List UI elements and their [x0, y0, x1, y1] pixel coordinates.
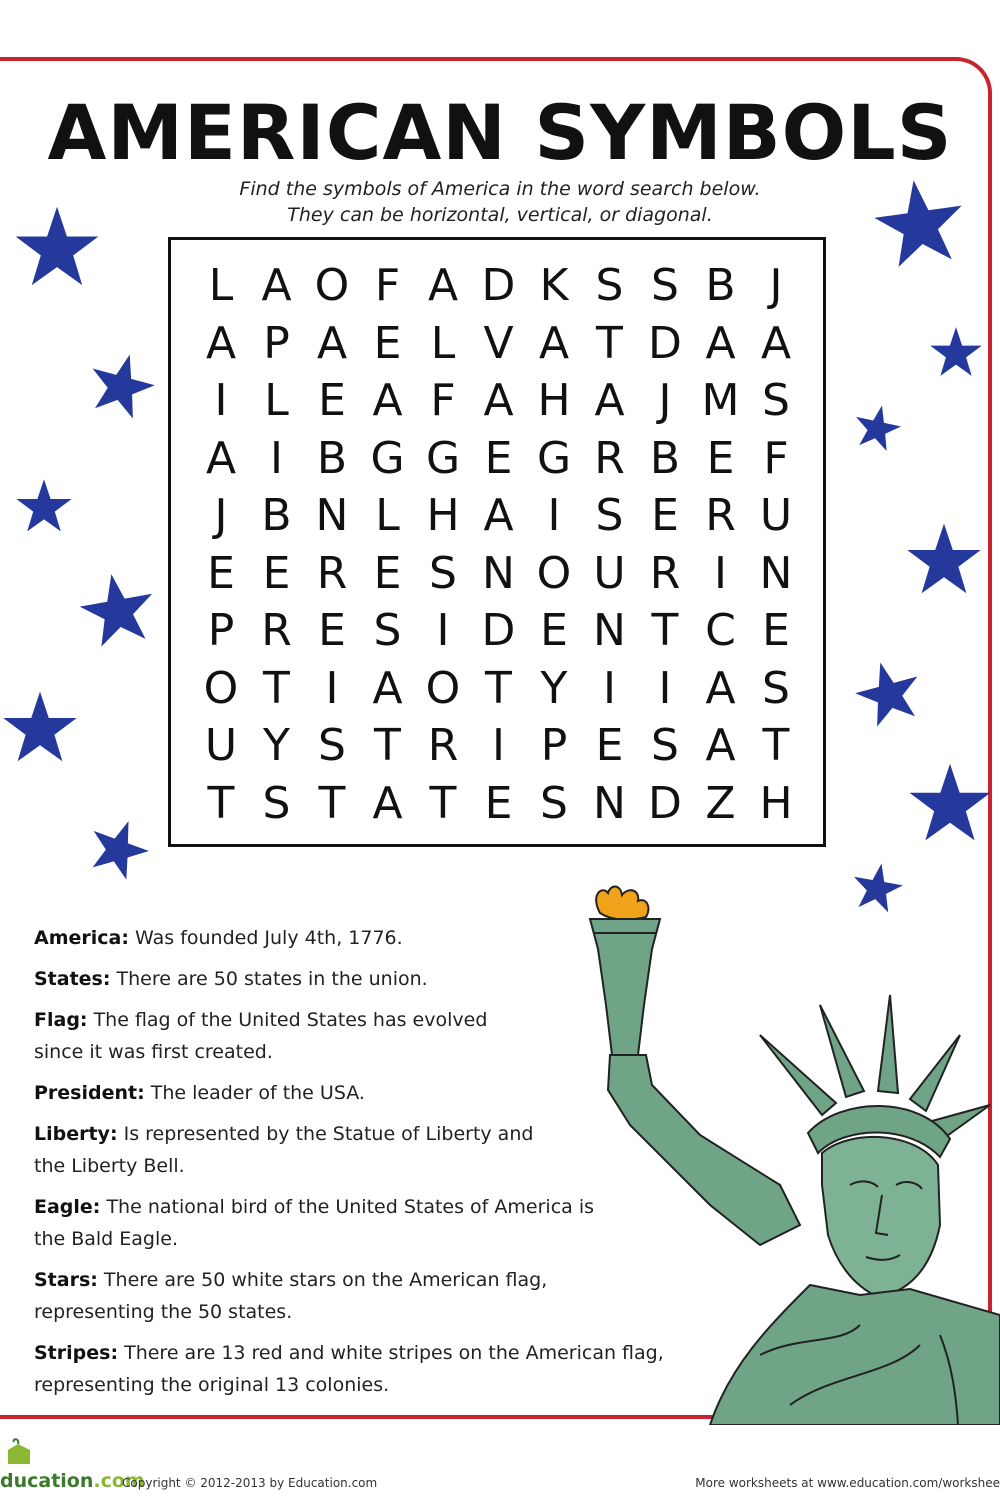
grid-letter: T — [429, 777, 457, 829]
grid-letter: A — [427, 260, 459, 311]
grid-letter: B — [649, 432, 681, 484]
statue-of-liberty-illustration — [560, 885, 1000, 1425]
grid-letter: S — [651, 720, 679, 771]
instructions — [0, 176, 1000, 228]
grid-letter: A — [205, 317, 237, 369]
grid-letter: I — [547, 490, 561, 541]
grid-letter: L — [208, 260, 234, 311]
definition-stripes: Stripes: There are 13 red and white stripes on the American flag, representing the original 13 colonies. — [34, 1342, 664, 1396]
grid-letter: P — [207, 605, 235, 656]
grid-letter: A — [205, 432, 237, 484]
instructions-line-2: They can be horizontal, vertical, or diagonal. — [287, 204, 713, 226]
definition-eagle: Eagle: The national bird of the United States of America is the Bald Eagle. — [34, 1196, 595, 1250]
star-icon — [852, 404, 902, 454]
grid-letter: S — [762, 375, 790, 426]
grid-letter: R — [316, 547, 348, 599]
grid-letter: B — [261, 490, 292, 541]
grid-letter: T — [263, 662, 290, 714]
grid-row — [201, 316, 801, 372]
grid-row — [201, 373, 801, 429]
grid-letter: S — [429, 547, 457, 599]
page-title: AMERICAN SYMBOLS — [47, 88, 953, 177]
grid-letter: O — [314, 260, 350, 311]
more-worksheets-link[interactable]: More worksheets at www.education.com/workshee — [695, 1476, 1000, 1490]
grid-letter: A — [372, 777, 403, 829]
instructions-line-1: Find the symbols of America in the word search below. — [239, 178, 761, 200]
grid-letter: A — [538, 317, 570, 369]
grid-letter: H — [537, 375, 571, 426]
education-logo[interactable]: ducation.com — [0, 1470, 145, 1492]
grid-letter: S — [318, 720, 346, 771]
grid-letter: D — [481, 605, 516, 656]
grid-letter: F — [763, 432, 789, 484]
grid-letter: N — [482, 547, 515, 599]
grid-letter: E — [595, 720, 624, 771]
grid-letter: I — [436, 605, 450, 656]
grid-letter: U — [759, 490, 793, 541]
star-icon — [86, 352, 156, 422]
grid-letter: E — [484, 777, 513, 829]
grid-letter: S — [595, 260, 624, 311]
grid-letter: R — [594, 432, 625, 484]
grid-letter: R — [261, 605, 292, 656]
grid-row — [201, 776, 801, 832]
star-icon — [872, 178, 968, 274]
star-icon — [0, 690, 80, 770]
definition-president: President: The leader of the USA. — [34, 1082, 365, 1104]
grid-letter: A — [372, 662, 403, 714]
grid-letter: U — [593, 547, 626, 599]
grid-row — [201, 488, 801, 544]
grid-letter: U — [204, 720, 238, 771]
grid-letter: B — [705, 260, 736, 311]
grid-letter: H — [426, 490, 460, 541]
grid-letter: A — [261, 260, 292, 311]
grid-letter: R — [649, 547, 681, 599]
grid-letter: L — [264, 375, 289, 426]
grid-letter: P — [263, 317, 290, 369]
grid-letter: N — [593, 605, 626, 656]
star-icon — [906, 762, 994, 850]
grid-letter: E — [540, 605, 568, 656]
grid-letter: S — [595, 490, 624, 541]
grid-letter: G — [425, 432, 461, 484]
education-logo-icon — [4, 1438, 34, 1468]
grid-letter: P — [540, 720, 568, 771]
star-icon — [12, 205, 102, 295]
grid-letter: E — [262, 547, 291, 599]
grid-letter: E — [373, 317, 402, 369]
grid-letter: K — [539, 260, 569, 311]
grid-letter: A — [705, 662, 736, 714]
grid-letter: N — [315, 490, 349, 541]
grid-letter: G — [536, 432, 572, 484]
grid-letter: M — [701, 375, 740, 426]
grid-letter: J — [214, 490, 228, 541]
grid-letter: N — [759, 547, 793, 599]
grid-letter: R — [705, 490, 736, 541]
word-search-grid — [168, 237, 826, 847]
grid-letter: I — [214, 375, 228, 426]
grid-letter: S — [651, 260, 679, 311]
grid-row — [201, 546, 801, 602]
grid-letter: E — [484, 432, 513, 484]
grid-letter: T — [651, 605, 679, 656]
grid-letter: E — [706, 432, 735, 484]
grid-letter: E — [651, 490, 679, 541]
grid-letter: H — [759, 777, 793, 829]
grid-letter: S — [540, 777, 568, 829]
grid-letter: I — [270, 432, 283, 484]
grid-letter: A — [483, 490, 514, 541]
grid-letter: A — [316, 317, 348, 369]
grid-letter: N — [593, 777, 626, 829]
grid-letter: I — [714, 547, 727, 599]
grid-letter: S — [373, 605, 402, 656]
grid-letter: J — [769, 260, 783, 311]
definition-stars: Stars: There are 50 white stars on the American flag, representing the 50 states. — [34, 1269, 548, 1323]
grid-letter: A — [594, 375, 625, 426]
grid-letter: G — [370, 432, 405, 484]
grid-letter: L — [430, 317, 456, 369]
grid-letter: E — [207, 547, 235, 599]
grid-letter: D — [648, 317, 682, 369]
grid-letter: D — [648, 777, 682, 829]
grid-letter: A — [705, 317, 736, 369]
grid-letter: A — [705, 720, 736, 771]
grid-letter: A — [760, 317, 792, 369]
grid-letter: Z — [705, 777, 736, 829]
definition-flag: Flag: The flag of the United States has evolved since it was first created. — [34, 1009, 488, 1063]
grid-letter: J — [658, 375, 672, 426]
definition-america: America: Was founded July 4th, 1776. — [34, 927, 403, 949]
grid-letter: V — [483, 317, 514, 369]
grid-row — [201, 661, 801, 717]
star-icon — [78, 572, 158, 652]
grid-row — [201, 603, 801, 659]
grid-letter: I — [658, 662, 672, 714]
grid-row — [201, 431, 801, 487]
grid-letter: R — [427, 720, 459, 771]
footer — [0, 1430, 1000, 1500]
grid-letter: A — [483, 375, 514, 426]
grid-letter: F — [374, 260, 401, 311]
star-icon — [854, 660, 924, 730]
grid-letter: S — [762, 662, 790, 714]
grid-letter: T — [318, 777, 346, 829]
definition-liberty: Liberty: Is represented by the Statue of Liberty and the Liberty Bell. — [34, 1123, 534, 1177]
definition-states: States: There are 50 states in the union. — [34, 968, 428, 990]
grid-letter: T — [374, 720, 401, 771]
grid-letter: F — [430, 375, 456, 426]
copyright-text: Copyright © 2012-2013 by Education.com — [122, 1476, 378, 1490]
grid-letter: T — [485, 662, 512, 714]
grid-letter: D — [481, 260, 516, 311]
grid-letter: O — [203, 662, 239, 714]
grid-letter: T — [207, 777, 235, 829]
grid-row — [201, 718, 801, 774]
grid-letter: I — [325, 662, 339, 714]
grid-letter: E — [373, 547, 402, 599]
grid-letter: E — [318, 605, 346, 656]
grid-letter: L — [375, 490, 400, 541]
grid-row — [201, 258, 801, 314]
grid-letter: S — [262, 777, 291, 829]
grid-letter: E — [318, 375, 346, 426]
grid-letter: I — [603, 662, 616, 714]
star-icon — [86, 818, 150, 882]
grid-letter: O — [536, 547, 572, 599]
star-icon — [14, 478, 74, 538]
grid-letter: T — [762, 720, 790, 771]
grid-letter: Y — [540, 662, 568, 714]
grid-letter: T — [596, 317, 623, 369]
grid-letter: A — [372, 375, 403, 426]
grid-letter: C — [705, 605, 736, 656]
grid-letter: B — [316, 432, 348, 484]
star-icon — [928, 326, 984, 382]
grid-letter: I — [492, 720, 505, 771]
grid-letter: E — [762, 605, 790, 656]
star-icon — [904, 522, 984, 602]
grid-letter: O — [425, 662, 461, 714]
grid-letter: Y — [263, 720, 290, 771]
